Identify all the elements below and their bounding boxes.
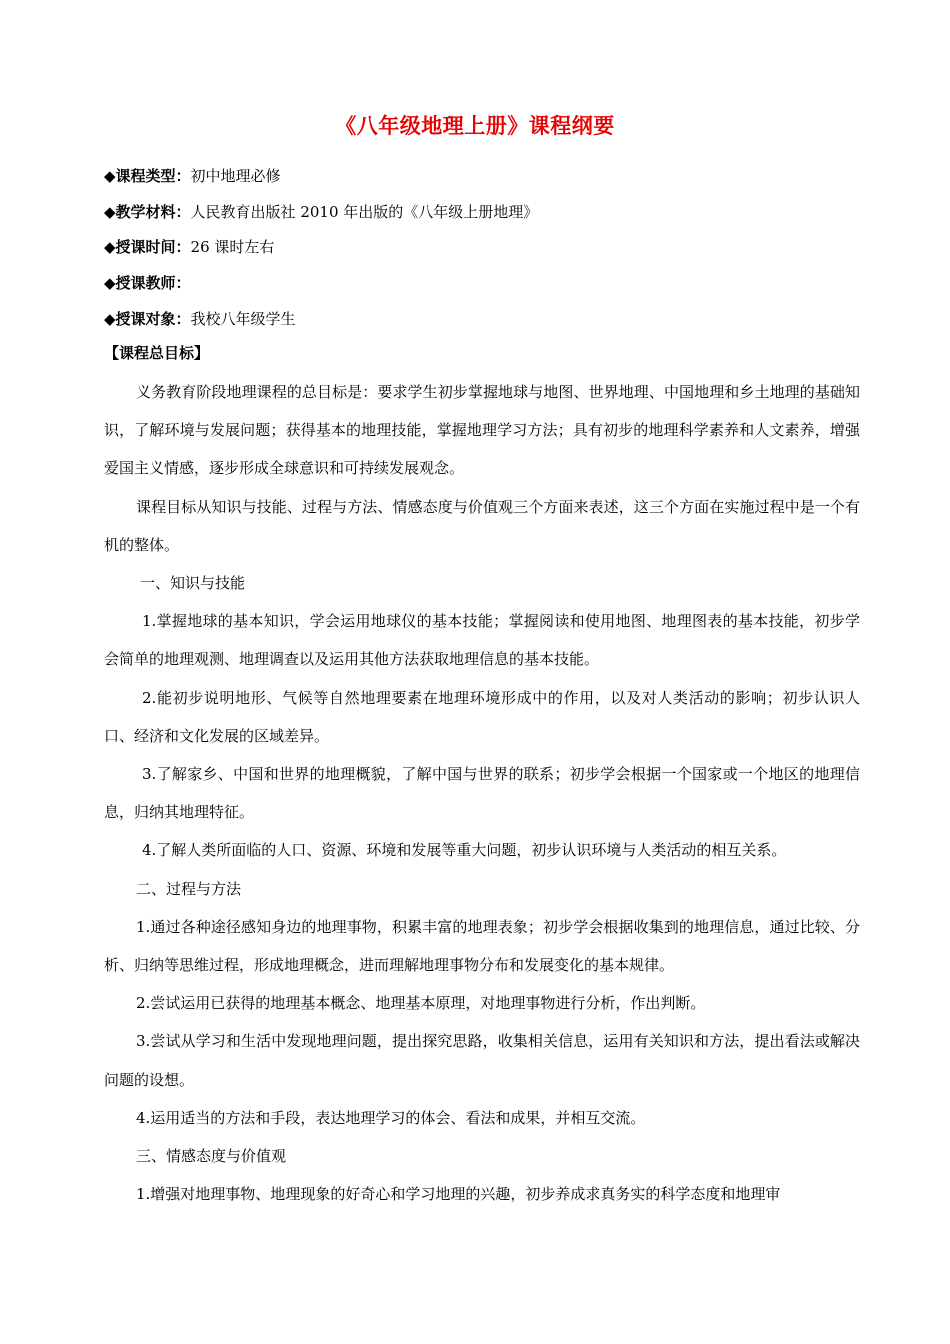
paragraph: 1.增强对地理事物、地理现象的好奇心和学习地理的兴趣，初步养成求真务实的科学态度和地理审 — [136, 1185, 781, 1204]
meta-label: ◆课程类型： — [104, 167, 191, 185]
meta-value: 我校八年级学生 — [190, 310, 296, 328]
paragraph: 2.尝试运用已获得的地理基本概念、地理基本原理，对地理事物进行分析，作出判断。 — [136, 994, 706, 1013]
meta-time — [104, 236, 274, 258]
meta-value: 初中地理必修 — [190, 167, 281, 185]
meta-value: 26 课时左右 — [190, 238, 275, 256]
paragraph: 3.了解家乡、中国和世界的地理概貌，了解中国与世界的联系；初步学会根据一个国家或一个地区的地理信息，归纳其地理特征。 — [104, 765, 860, 822]
paragraph: 4.了解人类所面临的人口、资源、环境和发展等重大问题，初步认识环境与人类活动的相互关系。 — [142, 841, 787, 860]
paragraph: 课程目标从知识与技能、过程与方法、情感态度与价值观三个方面来表述，这三个方面在实施过程中是一个有机的整体。 — [104, 497, 860, 554]
section-heading: 【课程总目标】 — [104, 344, 210, 362]
meta-value: 人民教育出版社 2010 年出版的《八年级上册地理》 — [190, 203, 539, 221]
paragraph: 1.通过各种途径感知身边的地理事物，积累丰富的地理表象；初步学会根据收集到的地理信息，通过比较、分析、归纳等思维过程，形成地理概念，进而理解地理事物分布和发展变化的基本规律。 — [104, 917, 860, 975]
paragraph: 3.尝试从学习和生活中发现地理问题，提出探究思路，收集相关信息，运用有关知识和方法，提出看法或解决问题的设想。 — [104, 1032, 860, 1089]
document-title: 《八年级地理上册》课程纲要 — [335, 114, 615, 138]
meta-label: ◆授课时间： — [104, 238, 191, 256]
meta-label: ◆授课对象： — [104, 310, 191, 328]
body-text — [104, 373, 860, 1213]
meta-audience — [104, 308, 296, 330]
meta-label: ◆授课教师： — [104, 274, 191, 292]
meta-label: ◆教学材料： — [104, 203, 191, 221]
paragraph: 2.能初步说明地形、气候等自然地理要素在地理环境形成中的作用，以及对人类活动的影响；初步认识人口、经济和文化发展的区域差异。 — [104, 688, 860, 745]
subheading: 三、情感态度与价值观 — [136, 1147, 287, 1166]
paragraph: 1.掌握地球的基本知识，学会运用地球仪的基本技能；掌握阅读和使用地图、地理图表的基本技能，初步学会简单的地理观测、地理调查以及运用其他方法获取地理信息的基本技能。 — [104, 612, 860, 669]
subheading: 二、过程与方法 — [136, 879, 242, 898]
paragraph: 4.运用适当的方法和手段，表达地理学习的体会、看法和成果，并相互交流。 — [136, 1108, 646, 1127]
meta-teacher — [104, 272, 191, 294]
subheading: 一、知识与技能 — [140, 574, 246, 593]
meta-course-type — [104, 165, 281, 187]
paragraph: 义务教育阶段地理课程的总目标是：要求学生初步掌握地球与地图、世界地理、中国地理和乡土地理的基础知识，了解环境与发展问题；获得基本的地理技能，掌握地理学习方法；具有初步的地理科学素养和人文素养，增强爱国主义情感，逐步形成全球意识和可持续发展观念。 — [104, 383, 860, 478]
meta-materials — [104, 201, 538, 223]
